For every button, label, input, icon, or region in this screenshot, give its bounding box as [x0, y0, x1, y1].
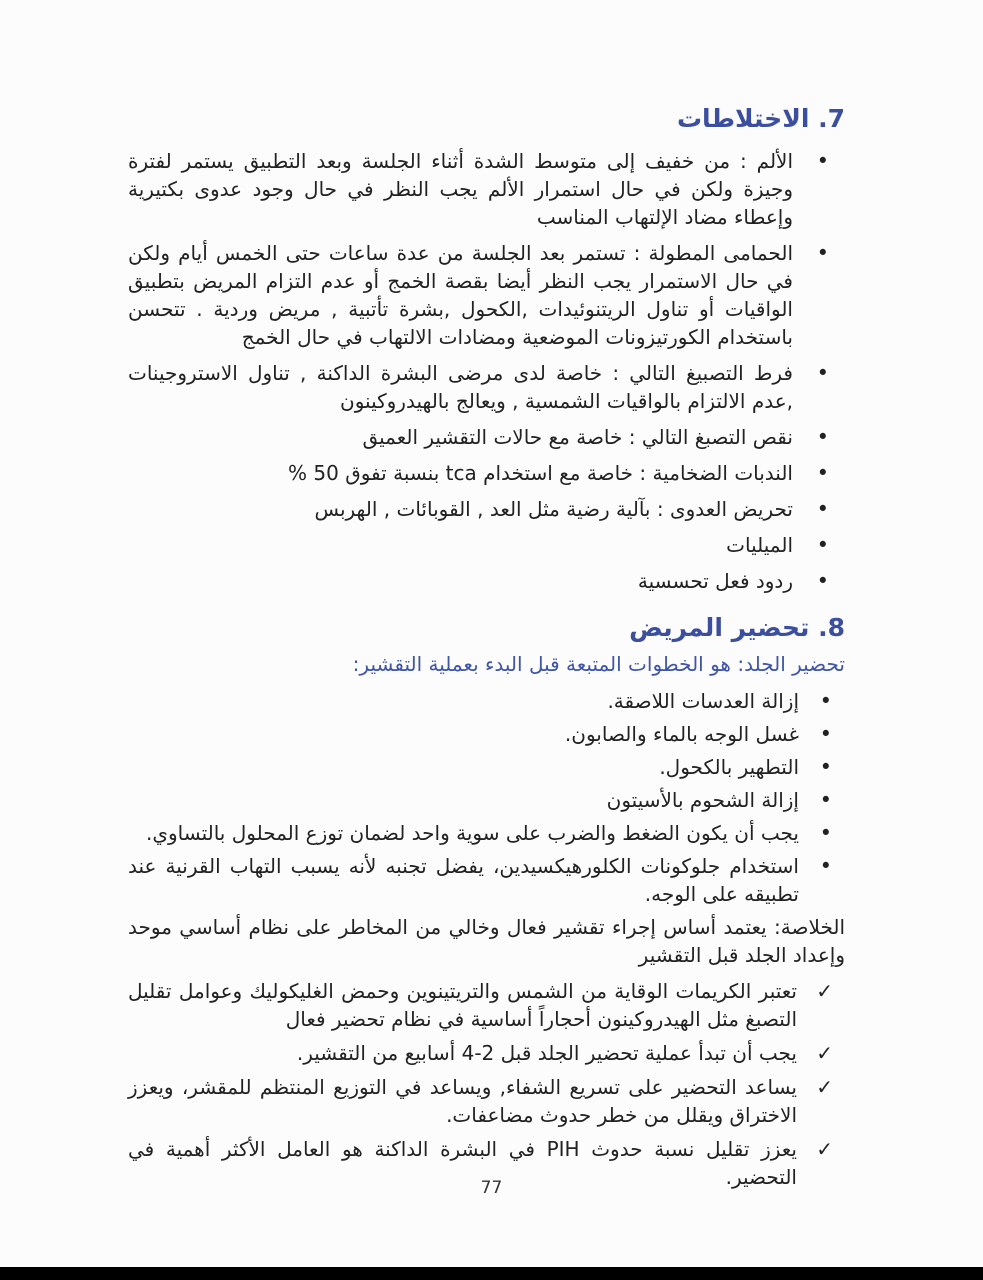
checklist-text: تعتبر الكريمات الوقاية من الشمس والتريتينوين وحمض الغليكوليك وعوامل تقليل التصبغ مثل الهيدروكينون أحجاراً أساسية في نظام تحضير فعال: [128, 979, 797, 1031]
list-item: [128, 687, 845, 715]
checklist-text: يساعد التحضير على تسريع الشفاء, ويساعد في التوزيع المنتظم للمقشر، ويعزز الاختراق ويقلل من خطر حدوث مضاعفات.: [128, 1075, 797, 1127]
list-item: [128, 423, 845, 451]
list-item: [128, 786, 845, 814]
prep-step-text: إزالة العدسات اللاصقة.: [607, 689, 799, 713]
list-item: [128, 495, 845, 523]
bullet-icon: •: [816, 533, 829, 557]
list-item: [128, 819, 845, 847]
complication-text: تحريض العدوى : بآلية رضية مثل العد , القوبائات , الهربس: [314, 497, 793, 521]
bottom-black-bar: [0, 1267, 983, 1280]
skin-prep-steps-list: [128, 687, 845, 908]
checklist-text: يعزز تقليل نسبة حدوث PIH في البشرة الداكنة هو العامل الأكثر أهمية في التحضير.: [128, 1137, 797, 1189]
complication-text: الميليات: [726, 533, 793, 557]
section-8-heading: 8. تحضير المريض: [629, 613, 845, 642]
list-item: [128, 977, 845, 1033]
check-icon: ✓: [816, 1137, 833, 1161]
complication-text: فرط التصبيغ التالي : خاصة لدى مرضى البشرة الداكنة , تناول الاستروجينات ,عدم الالتزام بالواقيات الشمسية , ويعالج بالهيدروكينون: [128, 361, 793, 413]
bullet-icon: •: [819, 722, 832, 746]
bullet-icon: •: [819, 788, 832, 812]
section-7-heading: 7. الاختلاطات: [676, 104, 845, 133]
prep-step-text: غسل الوجه بالماء والصابون.: [564, 722, 799, 746]
check-icon: ✓: [816, 1075, 833, 1099]
list-item: [128, 359, 845, 415]
complication-text: الندبات الضخامية : خاصة مع استخدام tca بنسبة تفوق 50 %: [288, 461, 793, 485]
bullet-icon: •: [816, 241, 829, 265]
bullet-icon: •: [816, 149, 829, 173]
prep-step-text: يجب أن يكون الضغط والضرب على سوية واحد لضمان توزع المحلول بالتساوي.: [145, 821, 799, 845]
complication-text: ردود فعل تحسسية: [637, 569, 793, 593]
complication-text: الحمامى المطولة : تستمر بعد الجلسة من عدة ساعات حتى الخمس أيام ولكن في حال الاستمرار يجب النظر أيضا بقصة الخمج أو عدم التزام المريض بتطبيق الواقيات أو تناول الريتنوئيدات ,الكحول ,بشرة تأتبية , مريض وردية . تتحسن باستخدام الكورتيزونات الموضعية ومضادات الالتهاب في حال الخمج: [128, 241, 793, 349]
skin-prep-intro: تحضير الجلد: هو الخطوات المتبعة قبل البدء بعملية التقشير:: [352, 652, 845, 676]
complication-text: نقص التصبغ التالي : خاصة مع حالات التقشير العميق: [362, 425, 793, 449]
list-item: [128, 567, 845, 595]
bullet-icon: •: [819, 689, 832, 713]
bullet-icon: •: [819, 755, 832, 779]
list-item: [128, 147, 845, 231]
checklist-text: يجب أن تبدأ عملية تحضير الجلد قبل 2-4 أسابيع من التقشير.: [296, 1041, 797, 1065]
list-item: [128, 239, 845, 351]
list-item: [128, 852, 845, 908]
summary-paragraph: الخلاصة: يعتمد أساس إجراء تقشير فعال وخالي من المخاطر على نظام أساسي موحد وإعداد الجلد قبل التقشير: [128, 915, 845, 967]
list-item: [128, 1039, 845, 1067]
prep-step-text: التطهير بالكحول.: [659, 755, 799, 779]
complications-list: [128, 147, 845, 595]
page-number: 77: [480, 1178, 503, 1198]
prep-step-text: إزالة الشحوم بالأسيتون: [606, 788, 799, 812]
bullet-icon: •: [819, 821, 832, 845]
bullet-icon: •: [816, 361, 829, 385]
prep-step-text: استخدام جلوكونات الكلورهيكسيدين، يفضل تجنبه لأنه يسبب التهاب القرنية عند تطبيقه على الوجه.: [128, 854, 799, 906]
list-item: [128, 753, 845, 781]
bullet-icon: •: [816, 425, 829, 449]
list-item: [128, 531, 845, 559]
list-item: [128, 720, 845, 748]
preparation-checklist: [128, 977, 845, 1191]
check-icon: ✓: [816, 979, 833, 1003]
bullet-icon: •: [819, 854, 832, 878]
list-item: [128, 1073, 845, 1129]
list-item: [128, 459, 845, 487]
check-icon: ✓: [816, 1041, 833, 1065]
bullet-icon: •: [816, 497, 829, 521]
bullet-icon: •: [816, 569, 829, 593]
bullet-icon: •: [816, 461, 829, 485]
complication-text: الألم : من خفيف إلى متوسط الشدة أثناء الجلسة وبعد التطبيق يستمر لفترة وجيزة ولكن في حال استمرار الألم يجب النظر في حال وجود عدوى بكتيرية وإعطاء مضاد الإلتهاب المناسب: [128, 149, 793, 229]
